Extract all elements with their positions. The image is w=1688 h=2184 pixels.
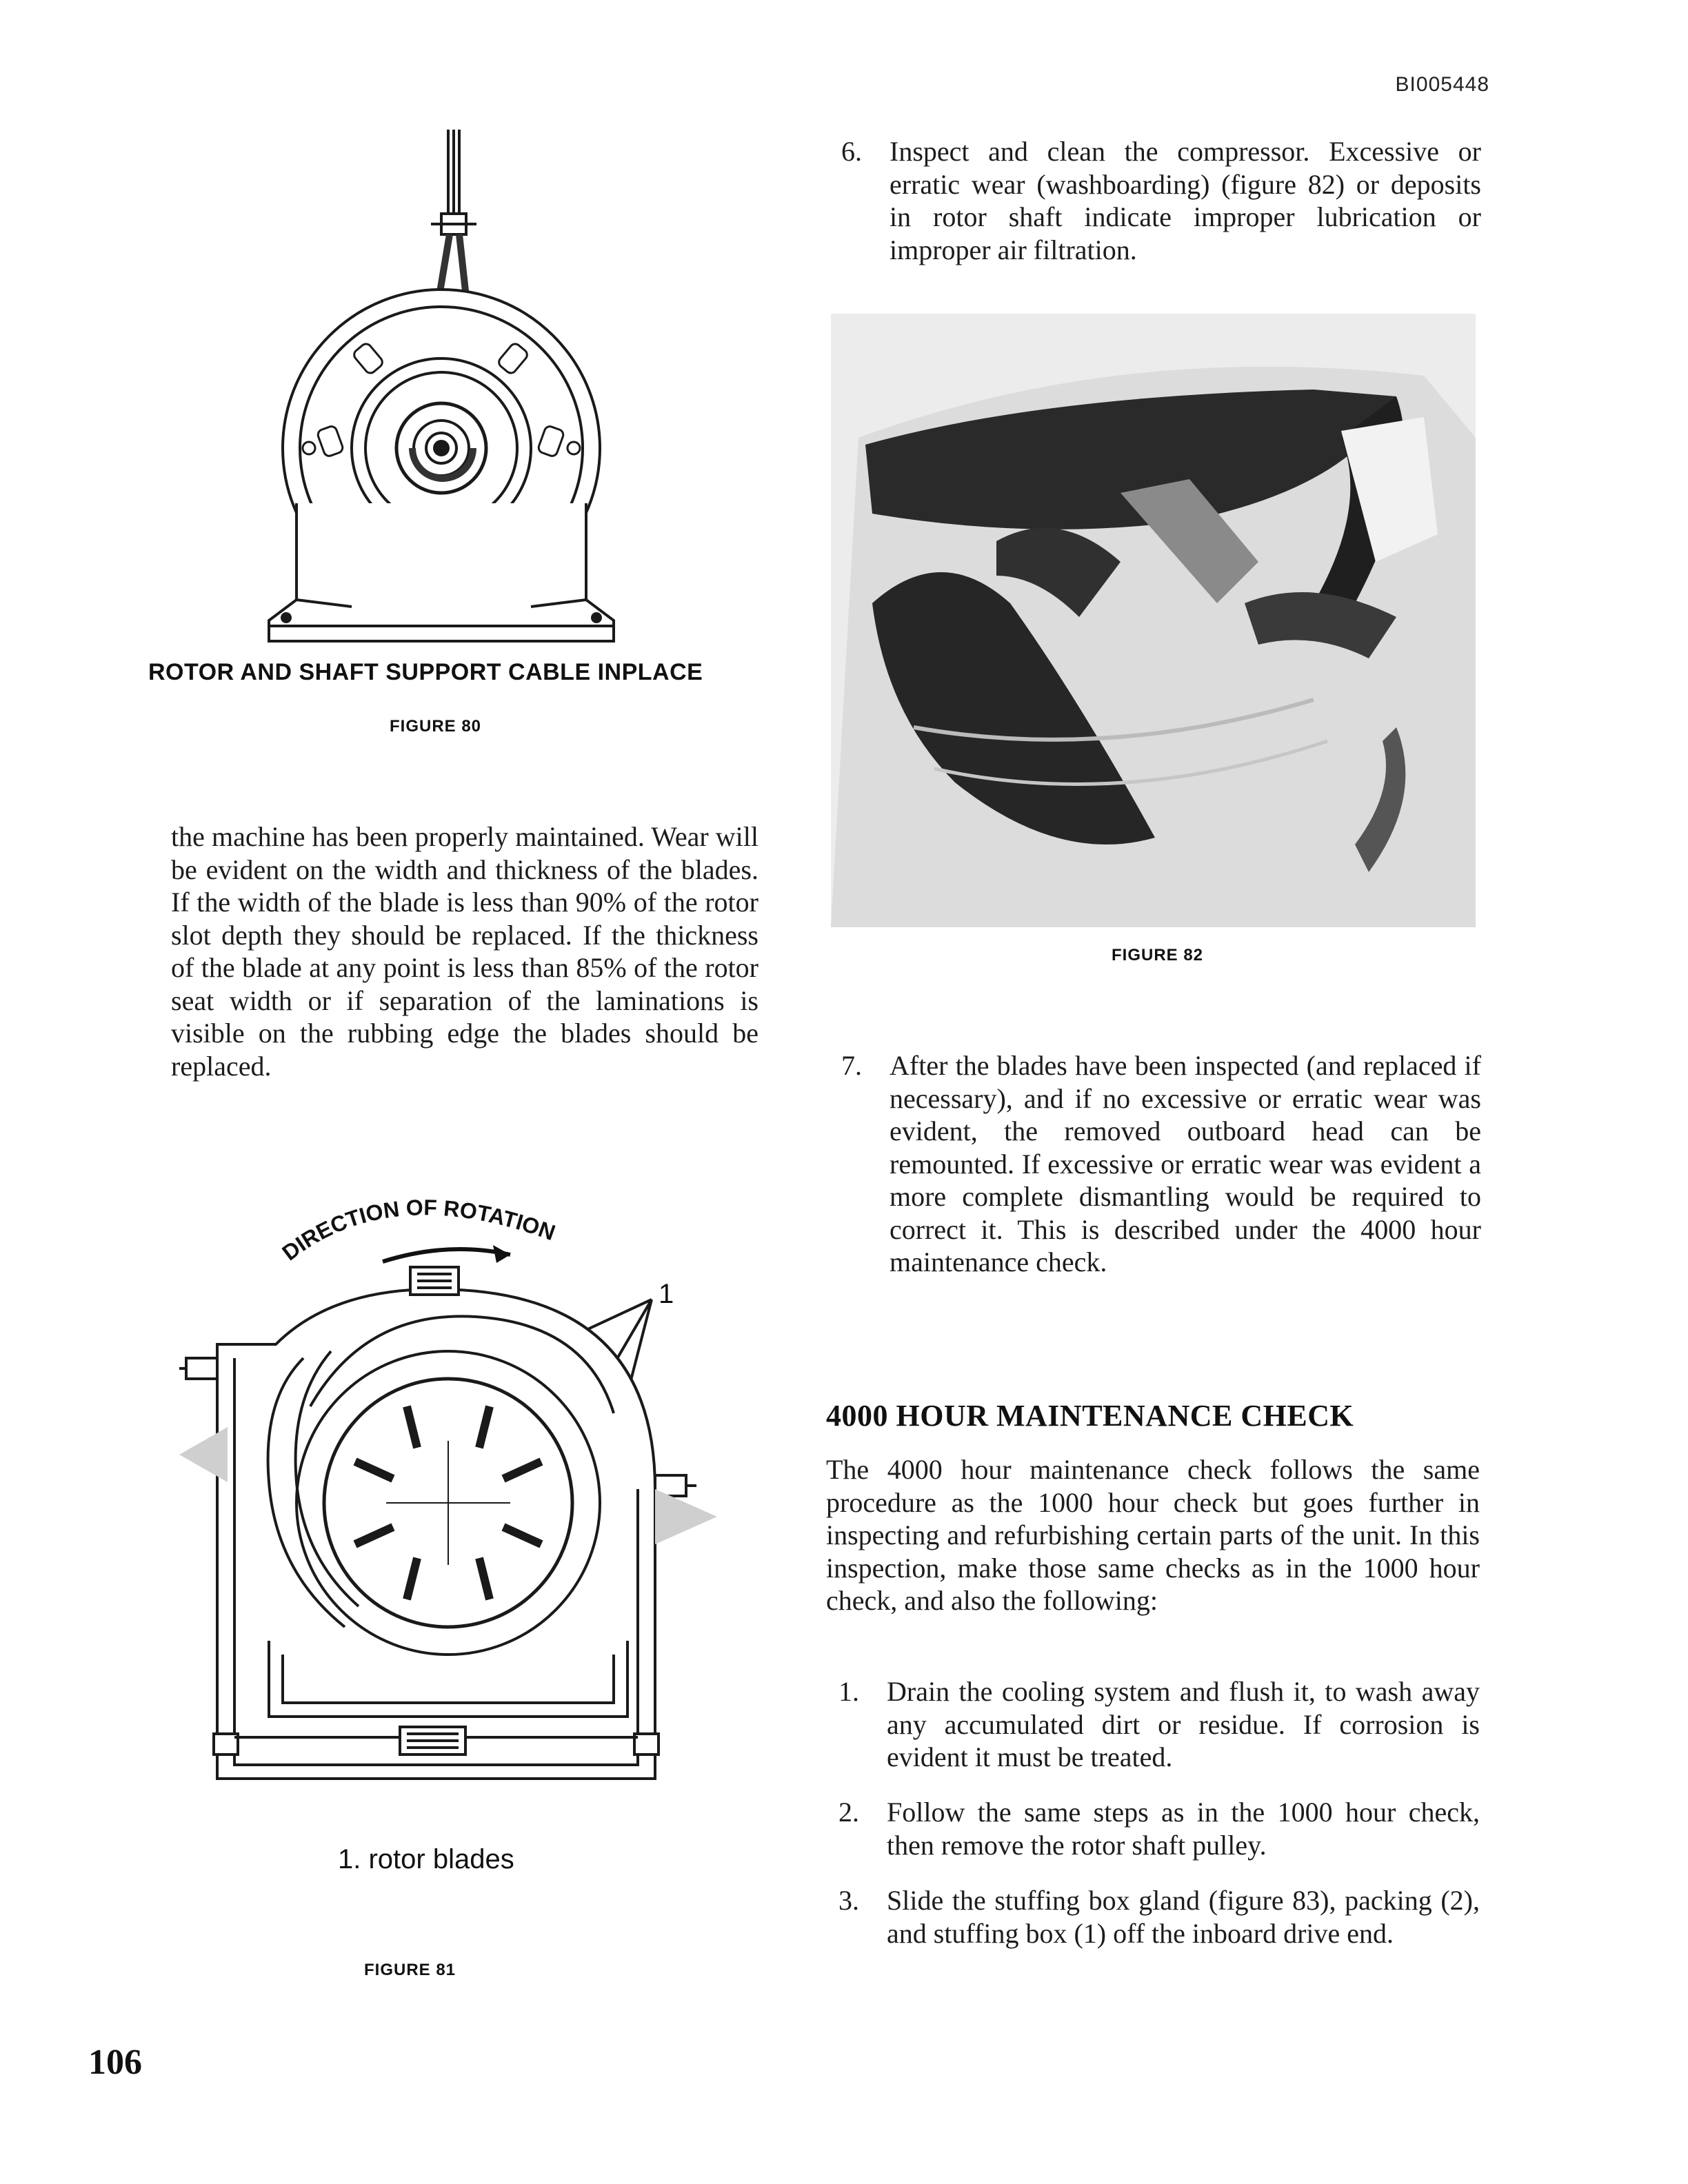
step-7-text: After the blades have been inspected (and replaced if necessary), and if no excessive or erratic wear was evident, the removed outboard head can be remounted. If excessive or erratic wear was evident a more complete dismantling would be required to correct it. This is described under the 4000 hour maintenance check. [890, 1050, 1481, 1277]
direction-of-rotation-label: DIRECTION OF ROTATION [277, 1195, 559, 1266]
maintenance-step-2-number: 2. [838, 1797, 859, 1828]
step-6-text: Inspect and clean the compressor. Excessive or erratic wear (washboarding) (figure 82) or deposits in rotor shaft indicate improper lubrication or improper air filtration. [890, 136, 1481, 265]
step-6 [840, 135, 1481, 266]
maintenance-step-3 [837, 1884, 1480, 1950]
figure-81-legend: 1. rotor blades [338, 1844, 514, 1874]
maintenance-step-2 [837, 1796, 1480, 1861]
figure-80-rotor-cable-drawing [255, 124, 627, 655]
figure-81-label: FIGURE 81 [364, 1961, 456, 1979]
section-intro: The 4000 hour maintenance check follows the same procedure as the 1000 hour check but goes further in inspecting and refurbishing certain parts of the unit. In this inspection, make those same checks as in the 1000 hour check, and also the following: [826, 1454, 1480, 1616]
maintenance-step-3-text: Slide the stuffing box gland (figure 83), packing (2), and stuffing box (1) off the inboard drive end. [887, 1885, 1480, 1949]
maintenance-step-1 [837, 1675, 1480, 1774]
step-7 [840, 1049, 1481, 1279]
step-7-number: 7. [841, 1050, 862, 1081]
maintenance-step-1-text: Drain the cooling system and flush it, to wash away any accumulated dirt or residue. If corrosion is evident it must be treated. [887, 1676, 1480, 1772]
page-number: 106 [88, 2043, 142, 2082]
document-id: BI005448 [1395, 73, 1489, 96]
section-heading: 4000 HOUR MAINTENANCE CHECK [826, 1399, 1354, 1433]
figure-80-label: FIGURE 80 [390, 717, 482, 736]
callout-number: 1 [659, 1279, 674, 1309]
step-6-number: 6. [841, 136, 862, 167]
figure-82-label: FIGURE 82 [1112, 946, 1204, 964]
blade-wear-paragraph: the machine has been properly maintained. Wear will be evident on the width and thickness of the blades. If the width of the blade is less than 90% of the rotor slot depth they should be replaced. If the thickness of the blade at any point is less than 85% of the rotor seat width or if separation of the laminations is visible on the rubbing edge the blades should be replaced. [171, 821, 758, 1082]
maintenance-step-2-text: Follow the same steps as in the 1000 hour check, then remove the rotor shaft pulley. [887, 1797, 1480, 1861]
figure-81-rotor-blades-drawing [172, 1186, 724, 1820]
figure-82-washboarding-photo [831, 314, 1476, 927]
maintenance-step-1-number: 1. [838, 1676, 859, 1707]
figure-80-caption: ROTOR AND SHAFT SUPPORT CABLE INPLACE [148, 659, 703, 685]
maintenance-step-3-number: 3. [838, 1885, 859, 1916]
